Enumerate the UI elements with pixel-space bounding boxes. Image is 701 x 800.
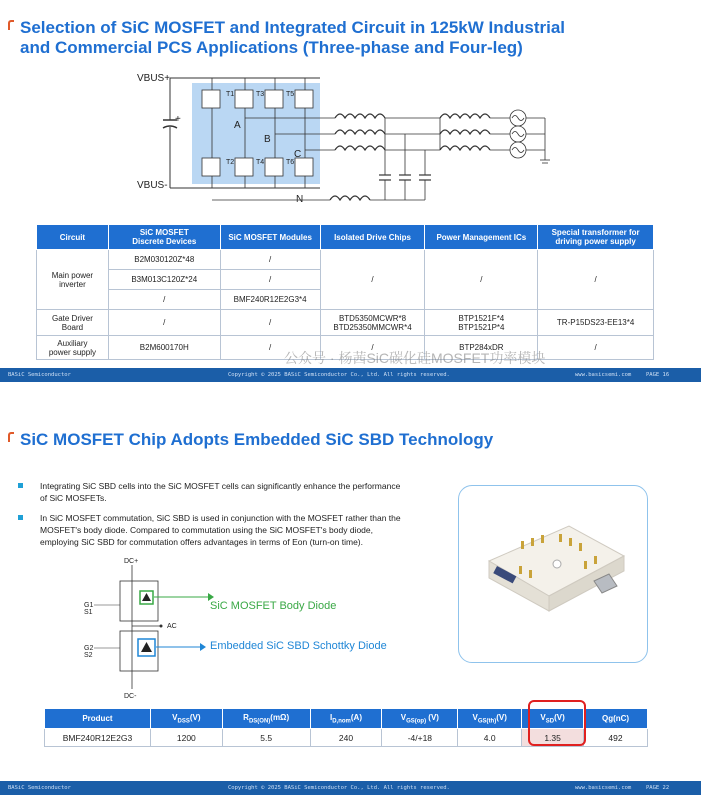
cell-id: 240 [310,729,382,747]
node-c-label: C [294,149,302,160]
switch-n-lower [202,158,220,176]
row-gate-driver: Gate Driver Board [37,310,109,336]
cell: / [538,336,654,360]
cell: / [425,250,538,310]
cell-rds: 5.5 [222,729,310,747]
col-rds: $R_{DS(ON)}(m\Omega)$ [222,709,310,729]
ac-label: AC [167,623,177,630]
t6-label: T6 [286,159,295,166]
bullet-square-icon [18,483,23,488]
slide2-title: SiC MOSFET Chip Adopts Embedded SiC SBD Technology [20,430,493,450]
col-product: Product [45,709,151,729]
cell: B2M030120Z*48 [108,250,220,270]
g1-label: G1 [84,602,94,609]
inductor-phase-b [335,130,385,134]
pcs-selection-table [36,224,654,360]
bullet-square-icon [18,515,23,520]
grid-inductor-a [440,114,490,118]
cell-vgsth: 4.0 [458,729,522,747]
cell: / [538,250,654,310]
cell: BMF240R12E2G3*4 [220,290,320,310]
cell: BTP1521F*4 BTP1521P*4 [425,310,538,336]
inductor-neutral [330,196,370,200]
cell: TR-P15DS23-EE13*4 [538,310,654,336]
lower-mosfet [120,631,158,671]
table-row [37,250,654,270]
cell: / [220,270,320,290]
slide1-title [20,18,565,58]
s1-label: S1 [84,609,93,616]
cell: B2M600170H [108,336,220,360]
title-bracket-icon [8,432,14,442]
grid-inductor-b [440,130,490,134]
slide2-footer [0,781,701,795]
node-b-label: B [264,134,271,145]
filter-capacitors [379,175,431,180]
footer-copyright: Copyright © 2025 BASiC Semiconductor Co., Ltd. All rights reserved. [228,372,450,378]
slide1-title-line1: Selection of SiC MOSFET and Integrated Circuit in 125kW Industrial [20,18,566,37]
col-modules: SiC MOSFET Modules [220,225,320,250]
cell-qg: 492 [584,729,648,747]
vbus-plus-label: VBUS+ [137,73,171,84]
col-id: $I_{D,nom}(A)$ [310,709,382,729]
s2-label: S2 [84,652,93,659]
t3-label: T3 [256,91,265,98]
switch-t3 [265,90,283,108]
switch-t5 [295,90,313,108]
cell-vgsop: -4/+18 [382,729,458,747]
footer-company: BASiC Semiconductor [8,785,71,791]
cap-plus-label: + [175,114,181,125]
col-vdss: $V_{DSS}(V)$ [150,709,222,729]
sbd-diode-icon [141,642,152,652]
switch-n-upper [202,90,220,108]
half-bridge-circuit [80,555,220,700]
cell-product: BMF240R12E2G3 [45,729,151,747]
t2-label: T2 [226,159,235,166]
g2-label: G2 [84,645,94,652]
col-vgsth: $V_{GS(th)}(V)$ [458,709,522,729]
node-a-label: A [234,120,241,131]
product-image-frame [458,485,648,663]
cell: / [108,290,220,310]
watermark-text: 公众号 · 杨茜SiC碳化硅MOSFET功率模块 [284,350,546,366]
cell: / [220,336,320,360]
col-pm: Power Management ICs [425,225,538,250]
dc-minus-label: DC- [124,693,137,700]
cell: / [320,250,425,310]
footer-company: BASiC Semiconductor [8,372,71,378]
col-circuit: Circuit [37,225,109,250]
t1-label: T1 [226,91,235,98]
col-drive: Isolated Drive Chips [320,225,425,250]
row-auxiliary: Auxiliary power supply [37,336,109,360]
body-diode-icon [142,593,151,601]
node-n-label: N [296,194,304,205]
col-vsd: $V_{SD}(V)$ [522,709,584,729]
row-main-inverter: Main power inverter [37,250,109,310]
footer-page: PAGE 16 [646,372,670,378]
inductor-phase-a [335,114,385,118]
switch-t4 [265,158,283,176]
footer-site: www.basicsemi.com [575,372,632,378]
cell: / [220,250,320,270]
power-module-image [459,486,649,664]
switch-t6 [295,158,313,176]
slide-pcs-selection [0,0,701,385]
slide1-title-line2: and Commercial PCS Applications (Three-phase and Four-leg) [20,38,523,57]
cell: B3M013C120Z*24 [108,270,220,290]
switch-t1 [235,90,253,108]
footer-site: www.basicsemi.com [575,785,632,791]
body-diode-annotation: SiC MOSFET Body Diode [210,600,337,612]
switch-t2 [235,158,253,176]
bullet-1: Integrating SiC SBD cells into the SiC MOSFET cells can significantly enhance the performance of SiC MOSFETs. [40,480,440,504]
col-vgsop: $V_{GS(op)}$ (V) [382,709,458,729]
footer-copyright: Copyright © 2025 BASiC Semiconductor Co., Ltd. All rights reserved. [228,785,450,791]
cell: BTP284xDR [425,336,538,360]
col-discrete: SiC MOSFET Discrete Devices [108,225,220,250]
grid-inductor-c [440,146,490,150]
inductor-phase-c [335,146,385,150]
slide1-footer [0,368,701,382]
bullet-2: In SiC MOSFET commutation, SiC SBD is used in conjunction with the MOSFET rather than the MOSFET's body diode. Compared to commutation using the SiC MOSFET's body diode, employing SiC SBD for commutation offers advantages in terms of Eon (turn-on time). [40,512,440,548]
cell: / [320,336,425,360]
cell: / [220,310,320,336]
pcs-topology-diagram [0,60,701,220]
col-transformer: Special transformer for driving power supply [538,225,654,250]
t4-label: T4 [256,159,265,166]
col-qg: Qg(nC) [584,709,648,729]
slide-embedded-sbd [0,390,701,800]
cell: / [108,310,220,336]
footer-page: PAGE 22 [646,785,670,791]
t5-label: T5 [286,91,295,98]
cell-vdss: 1200 [150,729,222,747]
table-row [37,310,654,336]
cell-vsd: 1.35 [522,729,584,747]
dc-plus-label: DC+ [124,558,139,565]
sbd-annotation: Embedded SiC SBD Schottky Diode [210,640,387,652]
cell: BTD5350MCWR*8 BTD25350MMCWR*4 [320,310,425,336]
vsd-highlight-box [528,700,586,746]
vbus-minus-label: VBUS- [137,180,168,191]
title-bracket-icon [8,20,14,30]
